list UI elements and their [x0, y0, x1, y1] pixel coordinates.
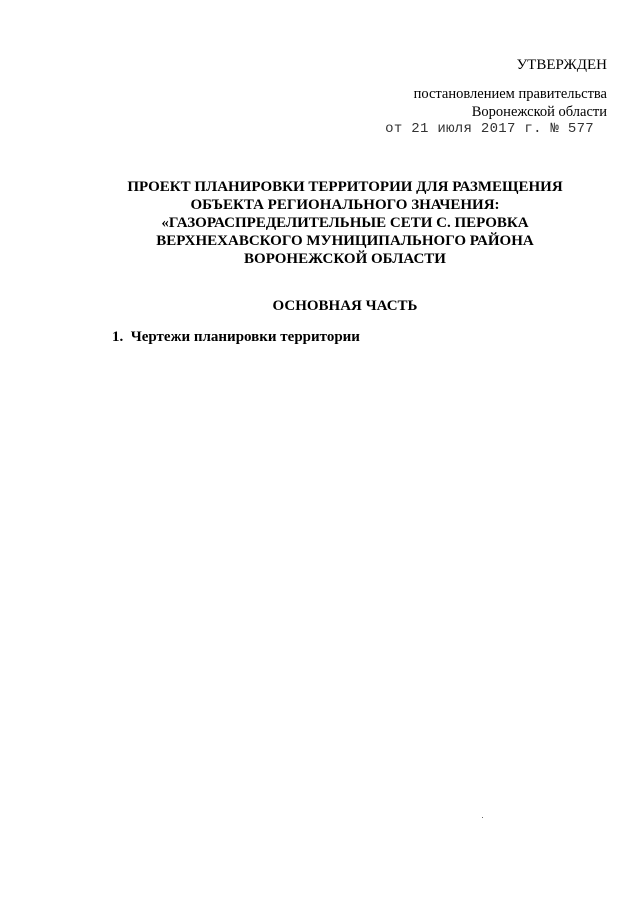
- decree-line-1: постановлением правительства: [413, 86, 607, 102]
- document-title: [90, 178, 600, 268]
- approval-heading: УТВЕРЖДЕН: [516, 57, 607, 73]
- decree-date: от 21 июля 2017 г. № 577: [385, 121, 594, 137]
- title-line: ВЕРХНЕХАВСКОГО МУНИЦИПАЛЬНОГО РАЙОНА: [156, 233, 534, 249]
- section-heading: ОСНОВНАЯ ЧАСТЬ: [272, 298, 418, 314]
- list-item: 1. Чертежи планировки территории: [112, 329, 360, 345]
- approval-decree: [414, 85, 607, 121]
- decree-line-2: Воронежской области: [471, 104, 607, 120]
- scan-speck: [482, 817, 483, 818]
- title-line: ВОРОНЕЖСКОЙ ОБЛАСТИ: [244, 251, 446, 267]
- title-line: ПРОЕКТ ПЛАНИРОВКИ ТЕРРИТОРИИ ДЛЯ РАЗМЕЩЕНИЯ: [127, 179, 563, 195]
- title-line: ОБЪЕКТА РЕГИОНАЛЬНОГО ЗНАЧЕНИЯ:: [190, 197, 500, 213]
- title-line: «ГАЗОРАСПРЕДЕЛИТЕЛЬНЫЕ СЕТИ С. ПЕРОВКА: [161, 215, 529, 231]
